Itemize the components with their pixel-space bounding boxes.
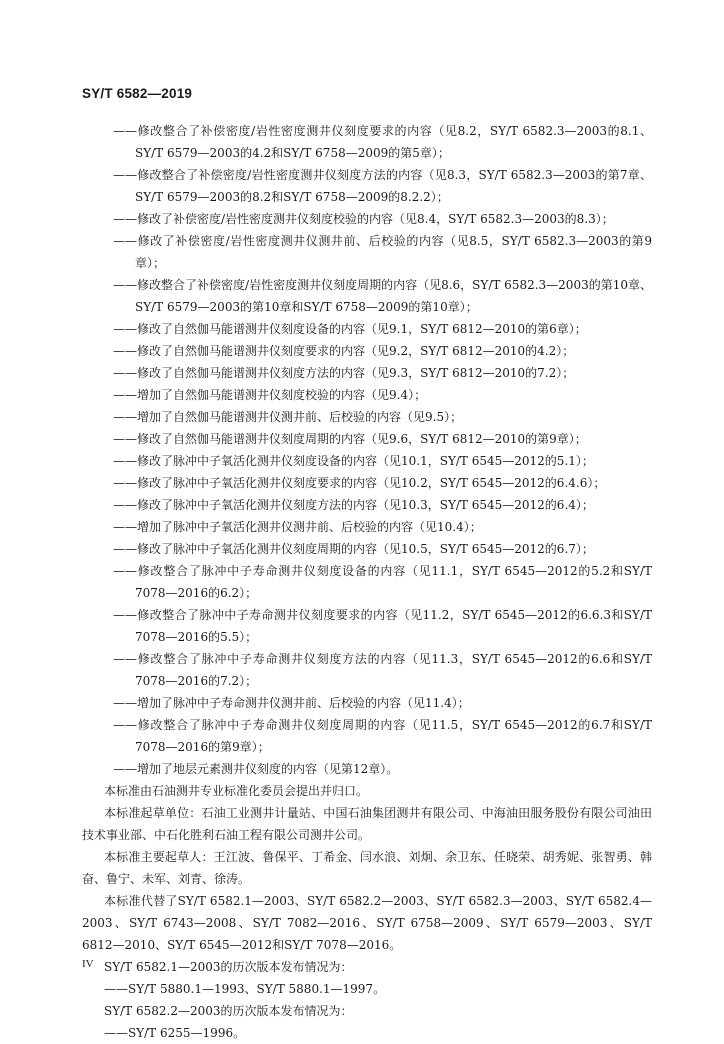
change-item: ——修改了脉冲中子氧活化测井仪刻度方法的内容（见10.3，SY/T 6545—2012的6.4）； [113, 498, 594, 512]
change-item: ——增加了自然伽马能谱测井仪测井前、后校验的内容（见9.5）； [113, 410, 463, 424]
drafting-units-paragraph: 本标准起草单位：石油工业测井计量站、中国石油集团测井有限公司、中海油田服务股份有限公司油田技术事业部、中石化胜利石油工程有限公司测井公司。 [82, 806, 652, 842]
change-item: ——修改整合了脉冲中子寿命测井仪刻度方法的内容（见11.3，SY/T 6545—2012的6.6和SY/T 7078—2016的7.2）； [113, 652, 652, 688]
version-history-item: ——SY/T 5880.1—1993、SY/T 5880.1—1997。 [104, 982, 386, 996]
change-item: ——修改整合了补偿密度/岩性密度测井仪刻度周期的内容（见8.6，SY/T 6582.3—2003的第10章、SY/T 6579—2003的第10章和SY/T 6758—2009的第10章）； [113, 278, 652, 314]
drafters-paragraph: 本标准主要起草人：王江波、鲁保平、丁希金、闫水浪、刘炯、余卫东、任晓荣、胡秀妮、张智勇、韩奋、鲁宁、未军、刘青、徐涛。 [82, 850, 652, 886]
change-item: ——修改整合了补偿密度/岩性密度测井仪刻度方法的内容（见8.3，SY/T 6582.3—2003的第7章、SY/T 6579—2003的8.2和SY/T 6758—2009的8.2.2）； [113, 168, 652, 204]
standard-code: SY/T 6582—2019 [82, 86, 193, 101]
change-item: ——修改了自然伽马能谱测井仪刻度设备的内容（见9.1，SY/T 6812—2010的第6章）； [113, 322, 587, 336]
change-item: ——修改了脉冲中子氧活化测井仪刻度周期的内容（见10.5，SY/T 6545—2012的6.7）； [113, 542, 594, 556]
change-item: ——修改整合了脉冲中子寿命测井仪刻度周期的内容（见11.5，SY/T 6545—2012的6.7和SY/T 7078—2016的第9章）； [113, 718, 652, 754]
change-item: ——修改了脉冲中子氧活化测井仪刻度设备的内容（见10.1，SY/T 6545—2012的5.1）； [113, 454, 594, 468]
change-item: ——修改了自然伽马能谱测井仪刻度周期的内容（见9.6，SY/T 6812—2010的第9章）； [113, 432, 587, 446]
change-item: ——增加了自然伽马能谱测井仪刻度校验的内容（见9.4）； [113, 388, 427, 402]
change-item: ——修改了自然伽马能谱测井仪刻度要求的内容（见9.2，SY/T 6812—2010的4.2）； [113, 344, 575, 358]
proposer-paragraph: 本标准由石油测井专业标准化委员会提出并归口。 [104, 784, 369, 798]
change-item: ——修改整合了脉冲中子寿命测井仪刻度要求的内容（见11.2，SY/T 6545—2012的6.6.3和SY/T 7078—2016的5.5）； [113, 608, 652, 644]
document-body [82, 120, 652, 1044]
page-number: IV [82, 958, 94, 970]
change-item: ——增加了地层元素测井仪刻度的内容（见第12章）。 [113, 762, 399, 776]
change-item: ——修改了补偿密度/岩性密度测井仪刻度校验的内容（见8.4，SY/T 6582.3—2003的8.3）； [113, 212, 614, 226]
change-item: ——修改了补偿密度/岩性密度测井仪测井前、后校验的内容（见8.5，SY/T 6582.3—2003的第9章）； [113, 234, 652, 270]
replaced-standards-paragraph: 本标准代替了SY/T 6582.1—2003、SY/T 6582.2—2003、SY/T 6582.3—2003、SY/T 6582.4—2003、SY/T 6743—2008、SY/T 7082—2016、SY/T 6758—2009、SY/T 6579—2003、SY/T 6812—2010、SY/T 6545—2012和SY/T 7078—2016。 [82, 894, 652, 952]
change-item: ——增加了脉冲中子寿命测井仪测井前、后校验的内容（见11.4）； [113, 696, 470, 710]
change-item: ——修改了脉冲中子氧活化测井仪刻度要求的内容（见10.2，SY/T 6545—2012的6.4.6）； [113, 476, 606, 490]
change-item: ——修改了自然伽马能谱测井仪刻度方法的内容（见9.3，SY/T 6812—2010的7.2）； [113, 366, 575, 380]
version-history-heading: SY/T 6582.1—2003的历次版本发布情况为： [104, 960, 353, 974]
change-item: ——修改整合了补偿密度/岩性密度测井仪刻度要求的内容（见8.2，SY/T 6582.3—2003的8.1、SY/T 6579—2003的4.2和SY/T 6758—2009的第5章）； [113, 124, 652, 160]
version-history-item: ——SY/T 6255—1996。 [104, 1026, 246, 1040]
version-history-heading: SY/T 6582.2—2003的历次版本发布情况为： [104, 1004, 353, 1018]
change-item: ——修改整合了脉冲中子寿命测井仪刻度设备的内容（见11.1，SY/T 6545—2012的5.2和SY/T 7078—2016的6.2）； [113, 564, 652, 600]
change-item: ——增加了脉冲中子氧活化测井仪测井前、后校验的内容（见10.4）； [113, 520, 482, 534]
